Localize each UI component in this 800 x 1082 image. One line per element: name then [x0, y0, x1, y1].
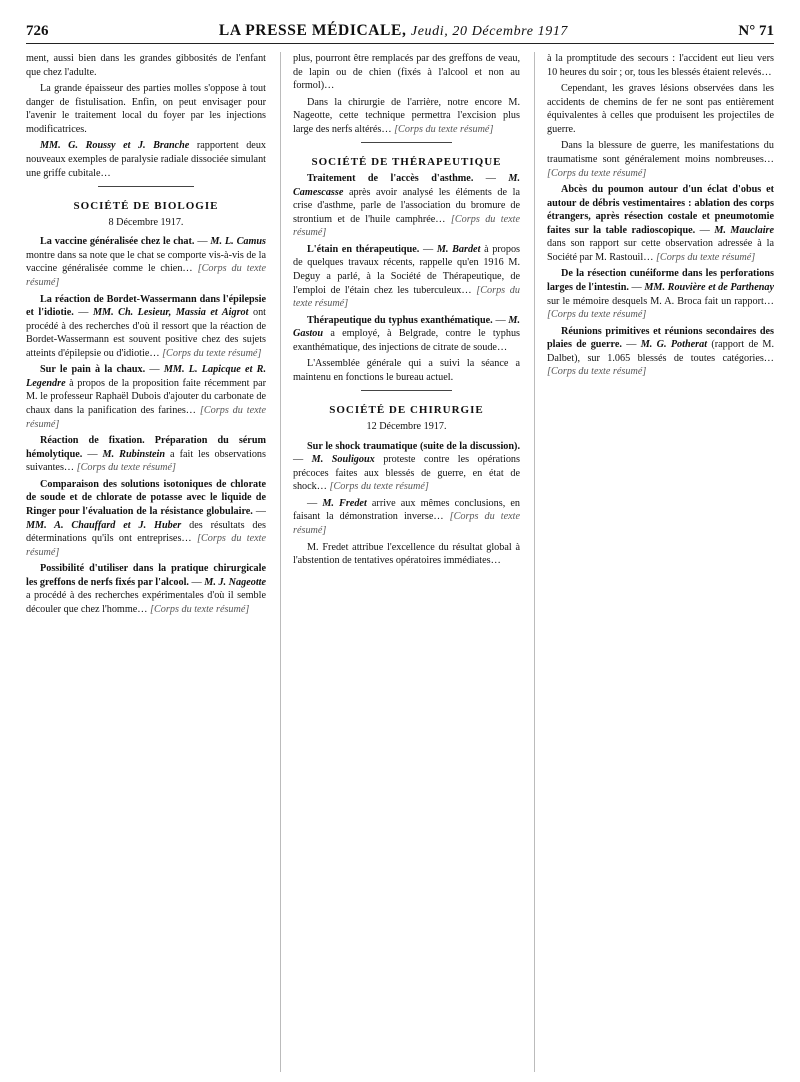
paragraph [293, 96, 520, 137]
columns [26, 52, 774, 1072]
entry: Sur le pain à la chaux. — MM. L. Lapicque et R. Legendre à propos de la proposition faite récemment par M. le professeur Raphaël Dubois d'ajouter du carbonate de chaux dans la panification des farines… [Corps du texte résumé] [26, 364, 266, 430]
summary-note: [Corps du texte résumé] [655, 251, 756, 263]
entry-title: Abcès du poumon autour d'un éclat d'obus et autour de débris vestimentaires : ablation des corps étrangers, après résection costale et pneumotomie faites sur la table radioscopique. [547, 184, 774, 236]
author: MM. Rouvière et de Parthenay [644, 282, 774, 293]
section-date: 8 Décembre 1917. [108, 216, 184, 228]
divider [361, 142, 452, 143]
author: M. L. Camus [210, 236, 266, 248]
text: à propos de la proposition faite récemment par M. le professeur Raphaël Dubois d'ajouter du carbonate de chaux dans la panification des farines… [26, 377, 266, 416]
summary-note: [Corps du texte résumé] [293, 284, 520, 310]
author: M. Camescasse [293, 173, 520, 198]
author: M. G. Potherat [640, 339, 708, 351]
author: M. Mauclaire [714, 224, 774, 236]
text: Dans la blessure de guerre, les manifestations du traumatisme sont généralement moins nombreuses… [547, 140, 774, 165]
summary-note: [Corps du texte résumé] [547, 309, 647, 321]
summary-note: [Corps du texte résumé] [162, 347, 262, 359]
entry: La réaction de Bordet-Wassermann dans l'épilepsie et l'idiotie. — MM. Ch. Lesieur, Massia et Aigrot ont procédé à des recherches d'où il ressort que la réaction de Bordet-Wassermann est souvent positive chez des sujets atteints d'épilepsie ou d'idiotie… [Corps du texte résumé] [26, 293, 266, 359]
author: M. Fredet [322, 497, 367, 509]
author: MM. L. Lapicque et R. Legendre [26, 364, 266, 389]
summary-note: [Corps du texte résumé] [547, 167, 647, 179]
paragraph: M. Fredet attribue l'excellence du résultat global à l'abstention de tentatives opératoires immédiates… [293, 541, 520, 567]
entry-title: Possibilité d'utiliser dans la pratique chirurgicale les greffons de nerfs fixés par l'alcool. [26, 563, 266, 588]
paragraph: L'Assemblée générale qui a suivi la séance a maintenu en fonctions le bureau actuel. [293, 358, 520, 383]
text: ont procédé à des recherches d'où il ressort que la réaction de Bordet-Wassermann est souvent positive chez des sujets atteints d'épilepsie ou d'idiotie… [26, 307, 266, 359]
masthead [26, 22, 774, 44]
entry: Thérapeutique du typhus exanthématique. — M. Gastou a employé, à Belgrade, contre le typhus exanthématique, des injections de citrate de soude… [293, 314, 520, 353]
entry: De la résection cunéiforme dans les perforations larges de l'intestin. — MM. Rouvière et de Parthenay sur le mémoire desquels M. A. Broca fait un rapport… [Corps du texte résumé] [547, 268, 774, 321]
summary-note: [Corps du texte résumé] [293, 511, 520, 536]
entry-title: Thérapeutique du typhus exanthématique. [307, 314, 493, 326]
entry: Comparaison des solutions isotoniques de chlorate de soude et de chlorate de potasse avec le liquide de Ringer pour l'évaluation de la résistance globulaire. — MM. A. Chauffard et J. Huber des résultats des déterminations qu'ils ont entreprises… [Corps du texte résumé] [26, 478, 266, 558]
text: sur le mémoire desquels M. A. Broca fait un rapport… [547, 295, 774, 307]
text: a procédé à des recherches expérimentales d'où il semble découler que chez l'homme… [26, 590, 266, 615]
issue-date: Jeudi, 20 Décembre 1917 [410, 24, 569, 39]
entry-title: La vaccine généralisée chez le chat. [40, 236, 195, 248]
section-heading: SOCIÉTÉ DE CHIRURGIE [329, 404, 484, 417]
entry: La vaccine généralisée chez le chat. — M. L. Camus montre dans sa note que le chat se comporte vis-à-vis de la vaccine généralisée comme le chien… [Corps du texte résumé] [26, 236, 266, 288]
author: MM. G. Roussy et J. Branche [40, 140, 190, 152]
entry: Sur le shock traumatique (suite de la discussion). — M. Souligoux proteste contre les opérations précoces faites aux blessés de guerre, en état de shock… [Corps du texte résumé] [293, 440, 520, 493]
author: M. Gastou [293, 314, 520, 340]
entry: — M. Fredet arrive aux mêmes conclusions, en faisant la démonstration inverse… [Corps du texte résumé] [293, 497, 520, 536]
text: après avoir analysé les éléments de la crise d'asthme, parle de l'association du bromure de strontium et de l'huile camphrée… [293, 186, 520, 225]
author: M. Bardet [436, 243, 481, 255]
entry-title: Sur le pain à la chaux. [40, 364, 146, 376]
column-1 [26, 52, 266, 1072]
text: à propos de quelques travaux récents, rappelle qu'en 1916 M. Deguy a parlé, à la Société de Thérapeutique, de l'emploi de l'étain chez les tuberculeux… [293, 243, 520, 296]
author: M. Souligoux [311, 454, 375, 466]
entry-title: Sur le shock traumatique (suite de la discussion). [307, 440, 520, 452]
page-number: 726 [26, 23, 49, 39]
entry: Abcès du poumon autour d'un éclat d'obus et autour de débris vestimentaires : ablation des corps étrangers, après résection costale et pneumotomie faites sur la table radioscopique. — M. Mauclaire dans son rapport sur cette observation adressée à la Société par M. Rastouil… [Corps du texte résumé] [547, 184, 774, 263]
entry-title: Comparaison des solutions isotoniques de chlorate de soude et de chlorate de potasse avec le liquide de Ringer pour l'évaluation de la résistance globulaire. [26, 478, 266, 517]
entry: Possibilité d'utiliser dans la pratique chirurgicale les greffons de nerfs fixés par l'alcool. — M. J. Nageotte a procédé à des recherches expérimentales d'où il semble découler que chez l'homme… [Corps du texte résumé] [26, 563, 266, 615]
section-heading: SOCIÉTÉ DE BIOLOGIE [73, 200, 219, 213]
text: des résultats des déterminations qu'ils ont entreprises… [26, 519, 266, 545]
summary-note: [Corps du texte résumé] [150, 603, 250, 615]
summary-note: [Corps du texte résumé] [329, 481, 429, 493]
entry-title: Réunions primitives et réunions secondaires des plaies de guerre. [547, 325, 774, 351]
text: cette technique permettra l'excision plus large des nerfs altérés… [293, 110, 520, 135]
paragraph: La grande épaisseur des parties molles s'oppose à tout danger de fistulisation. Enfin, on peut envisager pour l'avenir le traitement local du foyer par les injections modificatrices. [26, 83, 266, 135]
text: a fait les observations suivantes… [26, 448, 266, 474]
issue-number: N° 71 [738, 23, 774, 39]
author: M. J. Nageotte [204, 576, 266, 588]
summary-note: [Corps du texte résumé] [26, 533, 266, 558]
text: Dans la chirurgie de l'arrière, notre encore M. Nageotte, [293, 96, 520, 122]
entry-title: De la résection cunéiforme dans les perforations larges de l'intestin. [547, 268, 774, 293]
text: rapportent deux nouveaux exemples de paralysie radiale dissociée simulant une griffe cubitale… [26, 140, 266, 179]
summary-note: [Corps du texte résumé] [293, 213, 520, 239]
divider [98, 186, 194, 187]
journal-name: LA PRESSE MÉDICALE, [218, 22, 407, 39]
entry-title: Traitement de l'accès d'asthme. [307, 173, 474, 184]
text: dans son rapport sur cette observation adressée à la Société par M. Rastouil… [547, 238, 774, 263]
summary-note: [Corps du texte résumé] [26, 263, 266, 288]
entry: Réunions primitives et réunions secondaires des plaies de guerre. — M. G. Potherat (rapport de M. Dalbet), sur 1.065 blessés de toutes catégories… [Corps du texte résumé] [547, 325, 774, 378]
summary-note: [Corps du texte résumé] [547, 366, 647, 378]
paragraph [26, 139, 266, 180]
entry: L'étain en thérapeutique. — M. Bardet à propos de quelques travaux récents, rappelle qu'en 1916 M. Deguy a parlé, à la Société de Thérapeutique, de l'emploi de l'étain chez les tuberculeux… [Corps du texte résumé] [293, 243, 520, 310]
summary-note: [Corps du texte résumé] [76, 462, 176, 474]
paragraph: ment, aussi bien dans les grandes gibbosités de l'enfant que chez l'adulte. [26, 53, 266, 78]
author: M. Rubinstein [102, 448, 166, 460]
text: proteste contre les opérations précoces faites aux blessés de guerre, en état de shock… [293, 454, 520, 493]
journal-title [219, 22, 568, 40]
entry-title: Réaction de fixation. Préparation du sérum hémolytique. [26, 435, 266, 460]
author: MM. A. Chauffard et J. Huber [26, 519, 182, 531]
text: a employé, à Belgrade, contre le typhus exanthématique, des injections de citrate de soude… [293, 328, 520, 353]
paragraph [547, 139, 774, 180]
entry-title: L'étain en thérapeutique. [307, 243, 420, 255]
divider [361, 390, 452, 391]
entry-title: La réaction de Bordet-Wassermann dans l'épilepsie et l'idiotie. [26, 293, 266, 319]
summary-note: [Corps du texte résumé] [394, 123, 494, 135]
paragraph: à la promptitude des secours : l'accident eut lieu vers 10 heures du soir ; or, tous les blessés étaient relevés… [547, 53, 774, 78]
author: MM. Ch. Lesieur, Massia et Aigrot [93, 307, 249, 319]
text: (rapport de M. Dalbet), sur 1.065 blessés de toutes catégories… [547, 339, 774, 364]
entry: Réaction de fixation. Préparation du sérum hémolytique. — M. Rubinstein a fait les observations suivantes… [Corps du texte résumé] [26, 435, 266, 474]
column-2 [280, 52, 520, 1072]
paragraph: plus, pourront être remplacés par des greffons de veau, de lapin ou de chien (fixés à l'alcool et non au formol)… [293, 53, 520, 92]
paragraph: Cependant, les graves lésions observées dans les accidents de chemins de fer ne sont pas entièrement équivalentes à celles que produisent les projectiles de guerre. [547, 83, 774, 135]
section-date: 12 Décembre 1917. [366, 421, 447, 433]
section-heading: SOCIÉTÉ DE THÉRAPEUTIQUE [311, 156, 502, 169]
entry: Traitement de l'accès d'asthme. — M. Camescasse après avoir analysé les éléments de la crise d'asthme, parle de l'association du bromure de strontium et de l'huile camphrée… [Corps du texte résumé] [293, 173, 520, 239]
text: arrive aux mêmes conclusions, en faisant la démonstration inverse… [293, 497, 520, 523]
summary-note: [Corps du texte résumé] [26, 405, 266, 430]
column-3 [534, 52, 774, 1072]
text: montre dans sa note que le chat se comporte vis-à-vis de la vaccine généralisée comme le chien… [26, 249, 266, 275]
